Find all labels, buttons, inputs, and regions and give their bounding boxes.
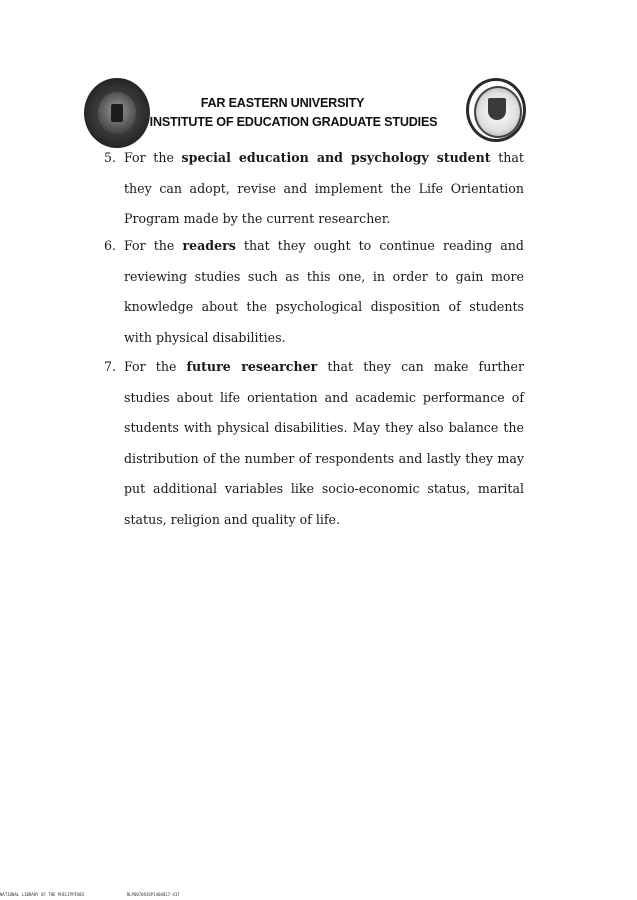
institute-seal-icon	[466, 78, 526, 142]
emphasis-text: readers	[182, 238, 236, 253]
document-id: RLP0070926P1468817-417	[126, 892, 180, 897]
list-item-text: For the special education and psychology student that they can adopt, revise and implement the Life Orientation Program made by the current researcher.	[124, 150, 524, 226]
letterhead	[0, 78, 637, 148]
list-item-text: For the future researcher that they can make further studies about life orientation and academic performance of students with physical disabilities. May they also balance the distribution of the number of respondents and lastly they may put additional variables like socio-economic status, marital status, religion and quality of life.	[124, 359, 524, 527]
list-item-text: For the readers that they ought to continue reading and reviewing studies such as this one, in order to gain more knowledge about the psychological disposition of students with physical disabilities.	[124, 238, 524, 345]
scan-footer	[0, 892, 300, 897]
list-item-number: 6.	[104, 238, 117, 253]
emphasis-text: special education and psychology student	[181, 150, 491, 165]
library-stamp: NATIONAL LIBRARY OF THE PHILIPPINES	[0, 892, 85, 897]
emphasis-text: future researcher	[186, 359, 318, 374]
institute-name: INSTITUTE OF EDUCATION GRADUATE STUDIES	[149, 115, 438, 129]
list-item-number: 5.	[104, 150, 117, 165]
list-item-number: 7.	[104, 359, 117, 374]
university-name: FAR EASTERN UNIVERSITY	[200, 96, 365, 110]
list-item	[104, 231, 524, 353]
list-item	[104, 143, 524, 235]
list-item	[104, 352, 524, 535]
university-seal-icon	[84, 78, 150, 148]
